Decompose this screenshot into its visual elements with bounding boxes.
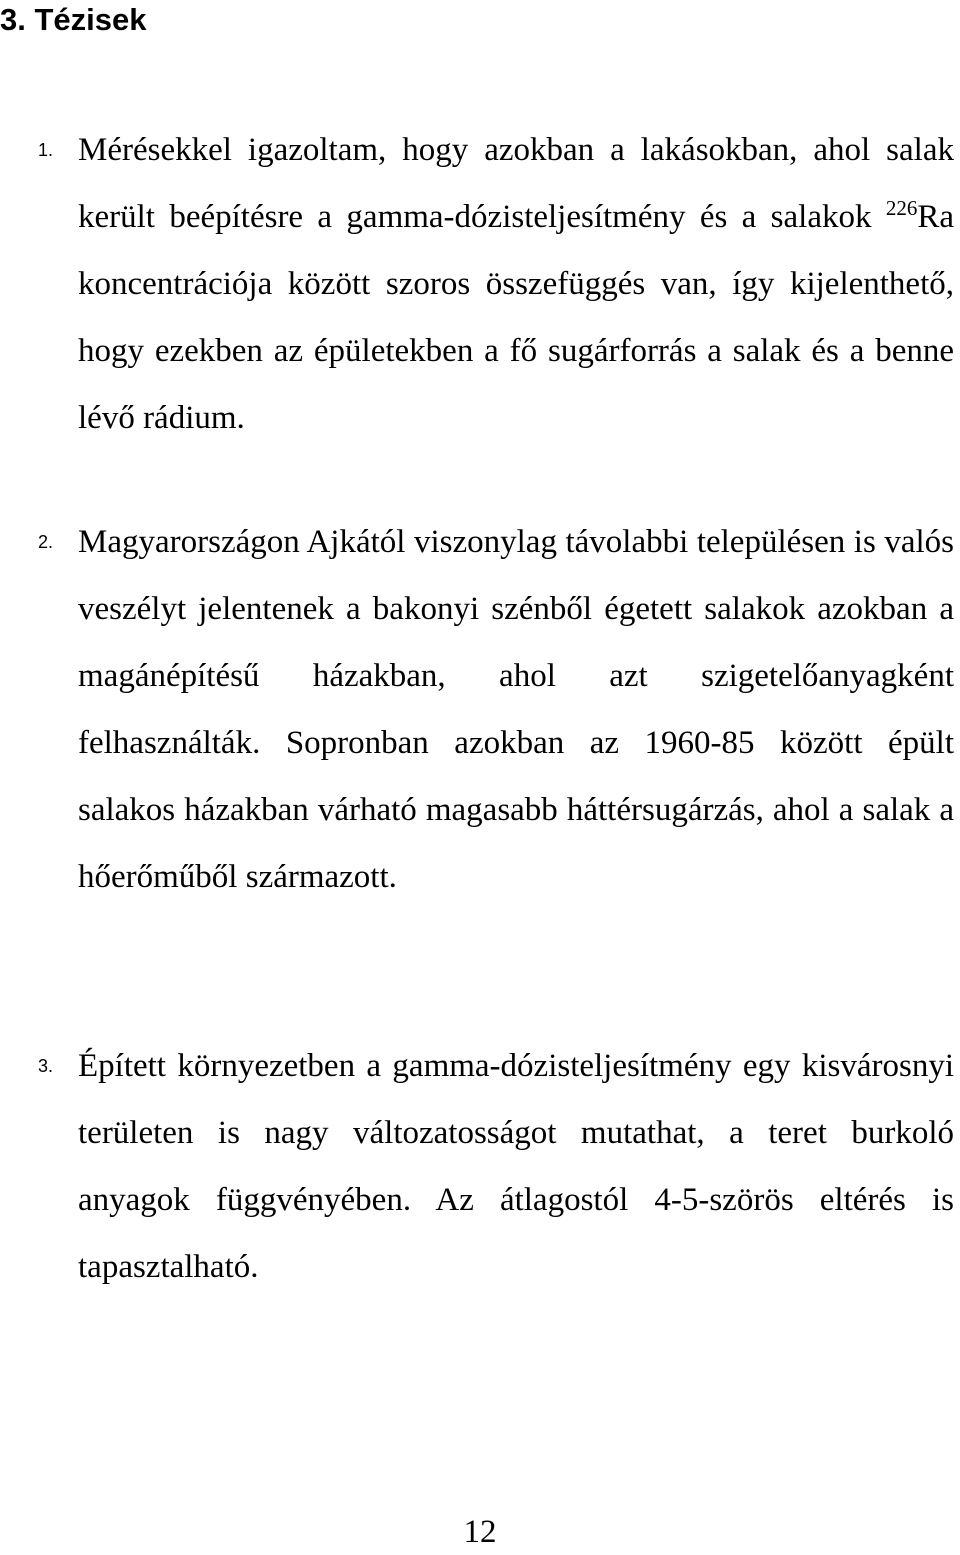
thesis-text-2: Magyarországon Ajkától viszonylag távolabbi településen is valós veszélyt jelentenek a bakonyi szénből égetett salakok azokban a magánépítésű házakban, ahol azt szigetelőanyagként felhasználták. Sopronban azokban az 1960-85 között épült salakos házakban várható magasabb háttérsugárzás, ahol a salak a hőerőműből származott.	[78, 524, 954, 895]
thesis-number-3: 3.	[38, 1056, 54, 1076]
section-heading: 3. Tézisek	[0, 2, 147, 37]
thesis-item-3	[38, 1033, 954, 1301]
isotope-superscript: 226	[885, 196, 918, 220]
thesis-text-1-part-1: Mérésekkel igazoltam, hogy azokban a lakásokban, ahol salak került beépítésre a gamma-dózisteljesítmény és a salakok	[78, 132, 954, 235]
thesis-text-3: Épített környezetben a gamma-dózisteljesítmény egy kisvárosnyi területen is nagy változatosságot mutathat, a teret burkoló anyagok függvényében. Az átlagostól 4-5-szörös eltérés is tapasztalható.	[78, 1048, 954, 1285]
thesis-item-2	[38, 509, 954, 911]
thesis-item-1	[38, 117, 954, 452]
page-number: 12	[463, 1514, 497, 1550]
thesis-number-1: 1.	[38, 140, 54, 160]
thesis-text-1-part-2: Ra koncentrációja között szoros összefüggés van, így kijelenthető, hogy ezekben az épületekben a fő sugárforrás a salak és a benne lévő rádium.	[78, 199, 954, 436]
thesis-number-2: 2.	[38, 532, 54, 552]
